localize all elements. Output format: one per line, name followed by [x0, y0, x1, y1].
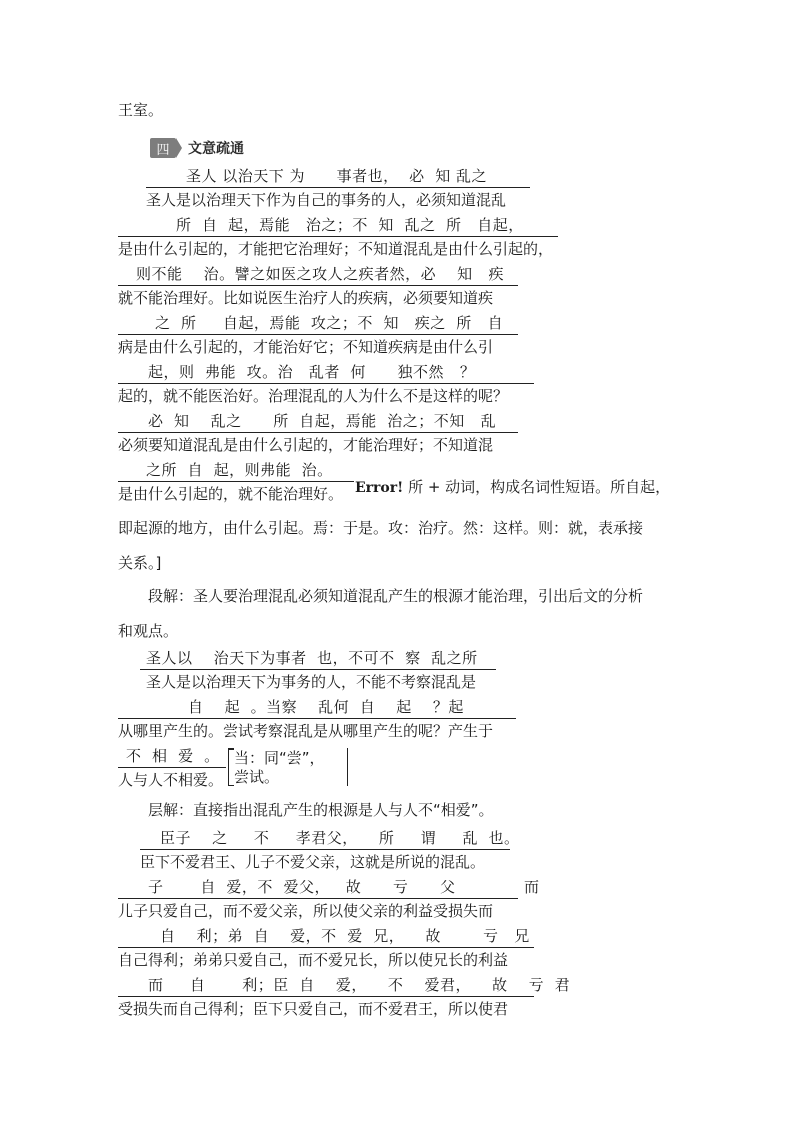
translation-line: 臣下不爱君王、儿子不爱父亲，这就是所说的混乱。: [140, 853, 486, 871]
layer-explanation: 层解：直接指出混乱产生的根源是人与人不“相爱”。: [148, 801, 494, 819]
note-line: 关系。]: [118, 554, 162, 572]
original-line: 圣人以 治天下为事者 也，不可不 察 乱之所: [146, 649, 478, 667]
underline: [118, 481, 354, 482]
original-line: 圣人 以治天下 为 事者也， 必 知 乱之: [186, 167, 487, 185]
underline: [118, 334, 518, 335]
translation-line: 人与人不相爱。: [118, 771, 224, 789]
underline: [118, 383, 534, 384]
section-title: 文意疏通: [188, 141, 244, 157]
original-line: 臣子 之 不 孝君父， 所 谓 乱 也。: [160, 829, 520, 847]
translation-line: 起的，就不能医治好。治理混乱的人为什么不是这样的呢？: [118, 387, 509, 405]
error-marker: Error!: [355, 480, 404, 496]
text-line: 王室。: [118, 101, 164, 119]
translation-line: 圣人是以治理天下为事务的人，不能不考察混乱是: [146, 673, 477, 691]
underline: [118, 947, 534, 948]
original-line: 不 相 爱 。: [126, 747, 220, 765]
original-line: 子 自 爱，不 爱父， 故 亏 父 而: [148, 878, 540, 896]
original-line: 必 知 乱之 所 自起，焉能 治之；不知 乱: [148, 412, 497, 430]
note-line: [355, 477, 670, 498]
original-line: 而 自 利；臣 自 爱， 不 爱君， 故 亏 君: [148, 976, 571, 994]
translation-line: 从哪里产生的。尝试考察混乱是从哪里产生的呢？产生于: [118, 722, 494, 740]
translation-line: 必须要知道混乱是由什么引起的，才能治理好；不知道混: [118, 436, 494, 454]
translation-line: [118, 484, 343, 504]
translation-line: 圣人是以治理天下作为自己的事务的人，必须知道混乱: [146, 191, 507, 209]
section-heading: [150, 138, 244, 158]
underline: [118, 996, 534, 997]
underline: [140, 669, 496, 670]
underline: [118, 432, 518, 433]
translation-line: 儿子只爱自己，而不爱父亲，所以使父亲的利益受损失而: [118, 902, 494, 920]
underline: [118, 718, 516, 719]
translation-line: 自己得利；弟弟只爱自己，而不爱兄长，所以使兄长的利益: [118, 951, 509, 969]
translation-line: 受损失而自己得利；臣下只爱自己，而不爱君王，所以使君: [118, 1000, 509, 1018]
underline: [118, 898, 518, 899]
paragraph-explanation: 和观点。: [118, 622, 179, 640]
original-line: 所 自 起，焉能 治之；不 知 乱之 所 自起，: [176, 216, 524, 234]
underline: [140, 849, 510, 850]
original-line: 之所 自 起，则弗能 治。: [146, 461, 333, 479]
translation-line: 病是由什么引起的，才能治好它；不知道疾病是由什么引: [118, 338, 494, 356]
paragraph-explanation: 段解：圣人要治理混乱必须知道混乱产生的根源才能治理，引出后文的分析: [148, 587, 644, 605]
translation-line: 是由什么引起的，才能把它治理好；不知道混乱是由什么引起的，: [118, 240, 554, 258]
underline: [118, 767, 226, 768]
translation-line: 就不能治理好。比如说医生治疗人的疾病，必须要知道疾: [118, 289, 494, 307]
annotation-text: 尝试。: [234, 768, 280, 786]
note-text: 所 + 动词，构成名词性短语。所自起，: [403, 478, 671, 496]
underline: [118, 236, 558, 237]
original-line: 则不能 治。譬之如医之攻人之疾者然，必 知 疾: [136, 265, 504, 283]
underline: [146, 187, 530, 188]
underline: [118, 285, 518, 286]
original-line: 自 起 。当察 乱何 自 起 ？起: [188, 698, 464, 716]
section-number-badge: 四: [150, 138, 176, 158]
annotation-text: 当：同“尝”，: [234, 749, 325, 767]
original-line: 自 利；弟 自 爱，不 爱 兄， 故 亏 兄: [160, 927, 530, 945]
translation-text: 是由什么引起的，就不能治理好。: [118, 485, 344, 503]
original-line: 起，则 弗能 攻。治 乱者 何 独不然 ？: [148, 363, 476, 381]
original-line: 之 所 自起，焉能 攻之；不 知 疾之 所 自: [155, 314, 504, 332]
note-line: 即起源的地方，由什么引起。焉：于是。攻：治疗。然：这样。则：就，表承接: [118, 519, 644, 537]
